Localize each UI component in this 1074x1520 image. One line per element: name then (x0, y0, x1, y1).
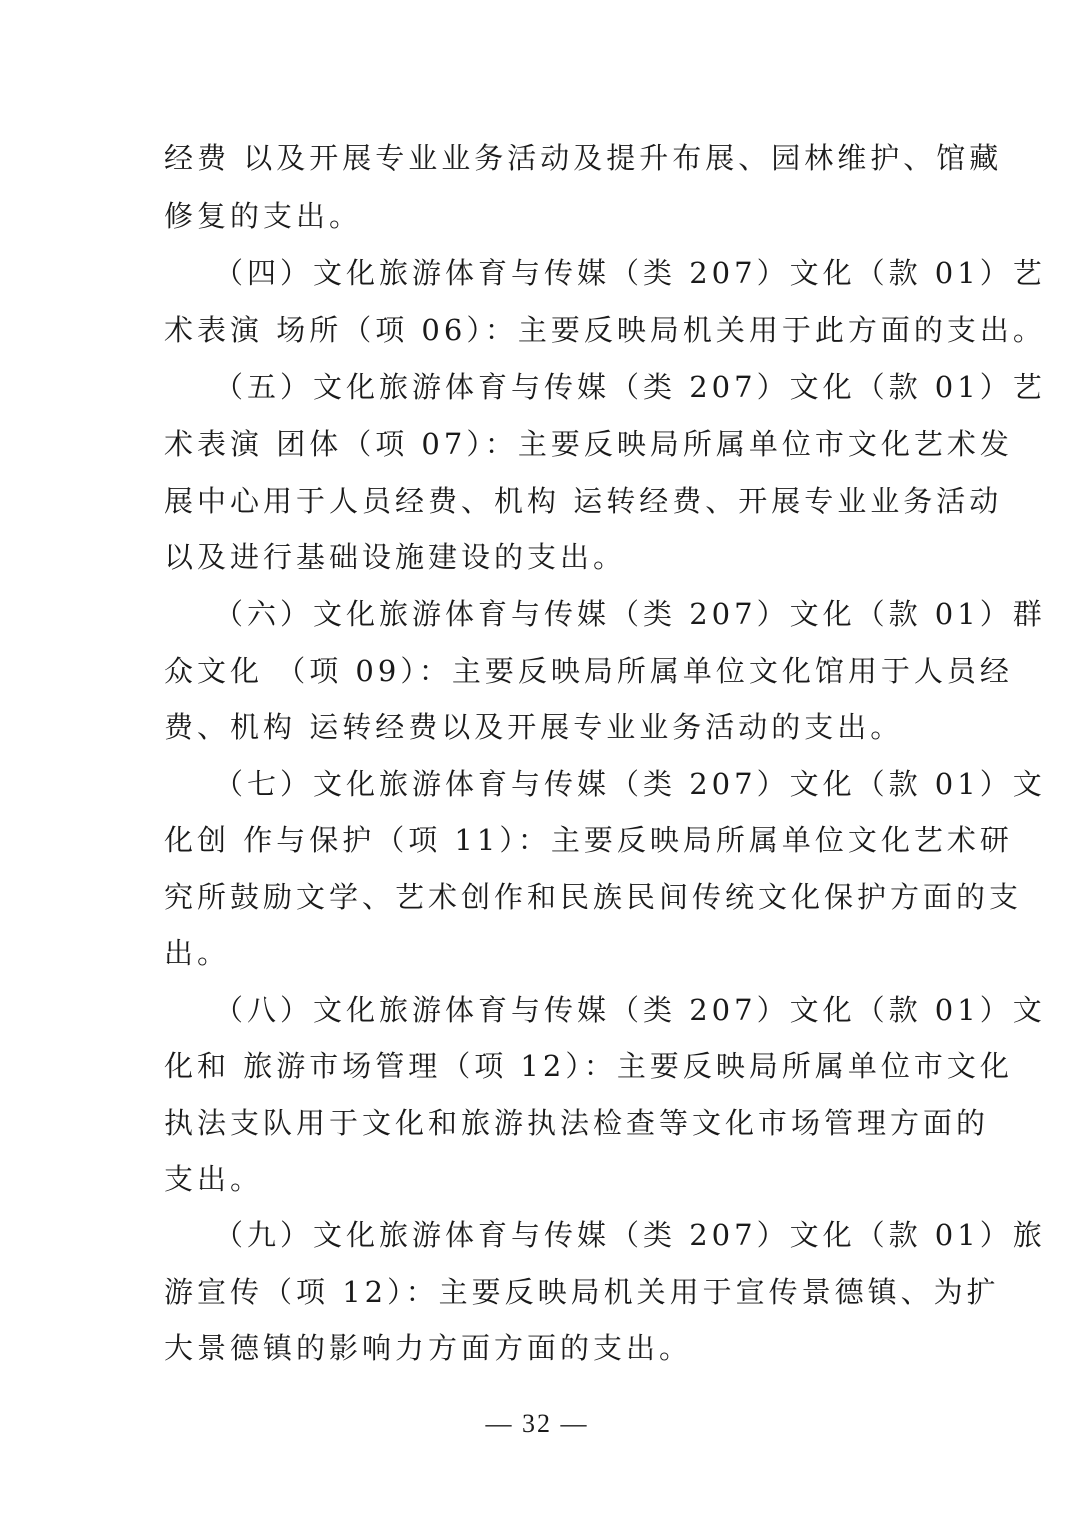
body-line: 众文化 （项 09）：主要反映局所属单位文化馆用于人员经 (164, 654, 1013, 688)
body-line: 究所鼓励文学、艺术创作和民族民间传统文化保护方面的支 (164, 880, 1023, 914)
paragraph-heading-line: （四）文化旅游体育与传媒（类 207）文化（款 01）艺 (214, 256, 1046, 290)
paragraph-heading-line: （七）文化旅游体育与传媒（类 207）文化（款 01）文 (214, 767, 1046, 801)
paragraph-heading-line: （九）文化旅游体育与传媒（类 207）文化（款 01）旅 (214, 1218, 1046, 1252)
body-line: 化和 旅游市场管理（项 12）：主要反映局所属单位市文化 (164, 1049, 1013, 1083)
paragraph-heading-line: （六）文化旅游体育与传媒（类 207）文化（款 01）群 (214, 597, 1046, 631)
body-line: 大景德镇的影响力方面方面的支出。 (164, 1331, 693, 1365)
paragraph-heading-line: （八）文化旅游体育与传媒（类 207）文化（款 01）文 (214, 993, 1046, 1027)
body-line: 术表演 团体（项 07）：主要反映局所属单位市文化艺术发 (164, 427, 1013, 461)
body-line: 展中心用于人员经费、机构 运转经费、开展专业业务活动 (164, 484, 1003, 518)
body-line: 术表演 场所（项 06）：主要反映局机关用于此方面的支出。 (164, 313, 1046, 347)
body-line: 修复的支出。 (164, 199, 363, 233)
body-line: 执法支队用于文化和旅游执法检查等文化市场管理方面的 (164, 1106, 990, 1140)
paragraph-heading-line: （五）文化旅游体育与传媒（类 207）文化（款 01）艺 (214, 370, 1046, 404)
body-line: 出。 (164, 936, 231, 970)
body-line: 化创 作与保护（项 11）：主要反映局所属单位文化艺术研 (164, 823, 1013, 857)
body-line: 游宣传（项 12）：主要反映局机关用于宣传景德镇、为扩 (164, 1275, 1000, 1309)
page-number: — 32 — (485, 1409, 589, 1438)
body-line: 以及进行基础设施建设的支出。 (164, 540, 627, 574)
body-line: 经费 以及开展专业业务活动及提升布展、园林维护、馆藏 (164, 141, 1003, 175)
body-line: 费、机构 运转经费以及开展专业业务活动的支出。 (164, 710, 904, 744)
body-line: 支出。 (164, 1162, 264, 1196)
